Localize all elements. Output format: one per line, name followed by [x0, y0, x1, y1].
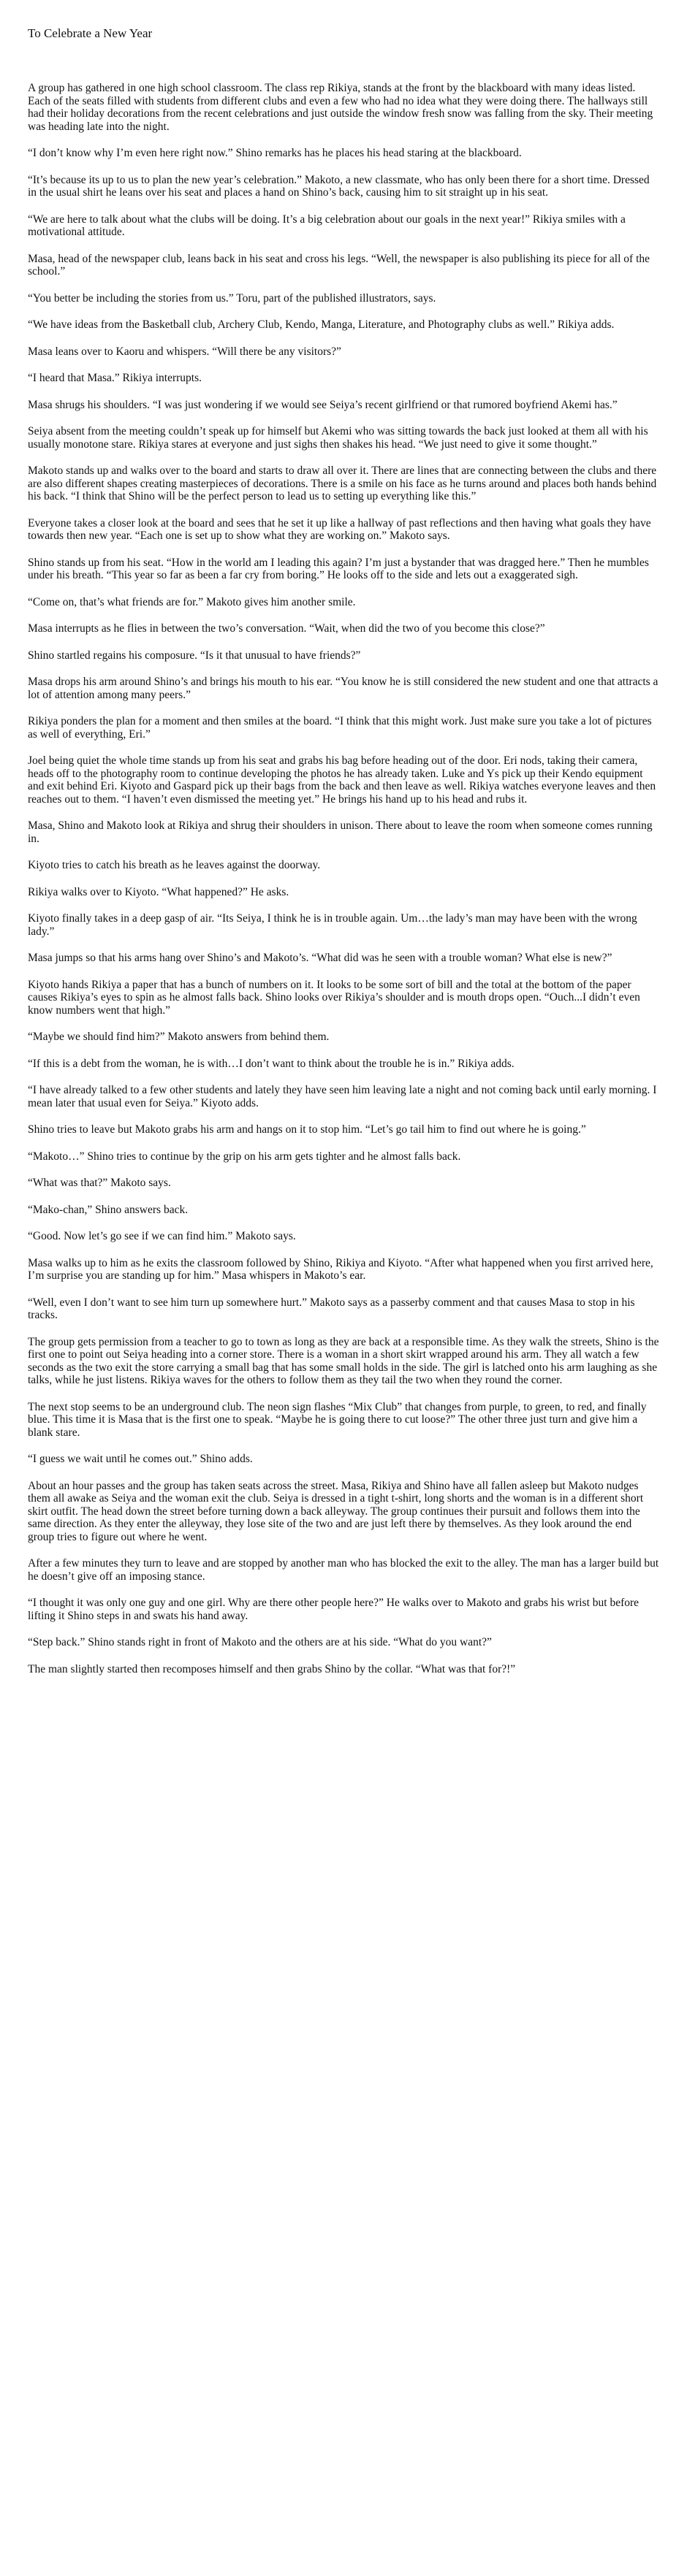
story-paragraph: “I heard that Masa.” Rikiya interrupts.	[28, 372, 202, 384]
story-paragraph: Shino stands up from his seat. “How in the world am I leading this again? I’m just a bystander that was dragged here.” Then he mumbles under his breath. “This year so far as been a far cry from boring.” He looks off to the side and lets out a exaggerated sigh.	[28, 556, 649, 581]
story-paragraph: The group gets permission from a teacher to go to town as long as they are back at a responsible time. As they walk the streets, Shino is the first one to point out Seiya heading into a corner store. There is a woman in a short skirt wrapped around his arm. They all watch a few seconds as the two exit the store carrying a small bag that has some small holds in the side. The girl is latched onto his arm laughing as she talks, while he just listens. Rikiya waves for the others to follow them as they tail the two when they round the corner.	[28, 1335, 659, 1386]
story-paragraph: “Well, even I don’t want to see him turn up somewhere hurt.” Makoto says as a passerby comment and that causes Masa to stop in his tracks.	[28, 1296, 635, 1321]
story-paragraph: “Step back.” Shino stands right in front of Makoto and the others are at his side. “What do you want?”	[28, 1636, 492, 1648]
story-paragraph: The man slightly started then recomposes himself and then grabs Shino by the collar. “What was that for?!”	[28, 1662, 516, 1675]
story-paragraph: “I guess we wait until he comes out.” Shino adds.	[28, 1453, 253, 1465]
story-paragraph: Kiyoto tries to catch his breath as he leaves against the doorway.	[28, 859, 321, 871]
story-paragraph: Masa shrugs his shoulders. “I was just wondering if we would see Seiya’s recent girlfriend or that rumored boyfriend Akemi has.”	[28, 398, 618, 411]
story-paragraph: “I have already talked to a few other students and lately they have seen him leaving late a night and not coming back until early morning. I mean later that usual even for Seiya.” Kiyoto adds.	[28, 1084, 657, 1109]
story-paragraph: Everyone takes a closer look at the board and sees that he set it up like a hallway of past reflections and then having what goals they have towards then new year. “Each one is set up to show what they are working on.” Makoto says.	[28, 516, 651, 542]
story-paragraph: Masa leans over to Kaoru and whispers. “Will there be any visitors?”	[28, 345, 341, 358]
story-paragraph: A group has gathered in one high school classroom. The class rep Rikiya, stands at the front by the blackboard with many ideas listed. Each of the seats filled with students from different clubs and even a few who had no idea what they were doing there. The hallways still had their holiday decorations from the recent celebrations and just outside the window fresh snow was falling from the sky. Their meeting was heading late into the night.	[28, 82, 653, 133]
story-paragraph: Masa jumps so that his arms hang over Shino’s and Makoto’s. “What did was he seen with a trouble woman? What else is new?”	[28, 952, 612, 964]
story-paragraph: “I don’t know why I’m even here right now.” Shino remarks has he places his head staring at the blackboard.	[28, 147, 522, 159]
story-paragraph: Masa drops his arm around Shino’s and brings his mouth to his ear. “You know he is still considered the new student and one that attracts a lot of attention among many peers.”	[28, 676, 658, 701]
story-body	[28, 82, 659, 1675]
story-paragraph: “We are here to talk about what the clubs will be doing. It’s a big celebration about our goals in the next year!” Rikiya smiles with a motivational attitude.	[28, 213, 626, 238]
story-paragraph: “You better be including the stories from us.” Toru, part of the published illustrators, says.	[28, 291, 436, 305]
story-paragraph: “What was that?” Makoto says.	[28, 1177, 171, 1189]
story-paragraph: “Mako-chan,” Shino answers back.	[28, 1203, 189, 1216]
story-paragraph: Rikiya ponders the plan for a moment and then smiles at the board. “I think that this might work. Just make sure you take a lot of pictures as well of everything, Eri.”	[28, 715, 652, 741]
story-paragraph: Shino startled regains his composure. “Is it that unusual to have friends?”	[28, 649, 361, 662]
story-paragraph: Masa, head of the newspaper club, leans back in his seat and cross his legs. “Well, the newspaper is also publishing its piece for all of the school.”	[28, 252, 650, 278]
story-paragraph: Joel being quiet the whole time stands up from his seat and grabs his bag before heading out of the door. Eri nods, taking their camera, heads off to the photography room to continue developing the photos he has already taken. Luke and Ys pick up their Kendo equipment and exit behind Eri. Kiyoto and Gaspard pick up their bags from the back and then leave as well. Rikiya watches everyone leaves and then reaches out to them. “I haven’t even dismissed the meeting yet.” He brings his hand up to his head and rubs it.	[28, 754, 656, 806]
story-paragraph: “If this is a debt from the woman, he is with…I don’t want to think about the trouble he is in.” Rikiya adds.	[28, 1057, 515, 1070]
story-paragraph: Masa walks up to him as he exits the classroom followed by Shino, Rikiya and Kiyoto. “After what happened when you first arrived here, I’m surprise you are standing up for him.” Masa whispers in Makoto’s ear.	[28, 1256, 653, 1282]
story-paragraph: Masa, Shino and Makoto look at Rikiya and shrug their shoulders in unison. There about to leave the room when someone comes running in.	[28, 819, 653, 845]
story-paragraph: “Good. Now let’s go see if we can find him.” Makoto says.	[28, 1230, 296, 1242]
story-paragraph: “Maybe we should find him?” Makoto answers from behind them.	[28, 1031, 330, 1043]
story-paragraph: Kiyoto hands Rikiya a paper that has a bunch of numbers on it. It looks to be some sort of bill and the total at the bottom of the paper causes Rikiya’s eyes to spin as he almost falls back. Shino looks over Rikiya’s shoulder and is mouth drops open. “Ouch...I didn’t even know numbers went that high.”	[28, 978, 640, 1017]
story-paragraph: “I thought it was only one guy and one girl. Why are there other people here?” He walks over to Makoto and grabs his wrist but before lifting it Shino steps in and swats his hand away.	[28, 1597, 639, 1622]
story-paragraph: “It’s because its up to us to plan the new year’s celebration.” Makoto, a new classmate, who has only been there for a short time. Dressed in the usual shirt he leans over his seat and places a hand on Shino’s back, causing him to sit straight up in his seat.	[28, 173, 650, 199]
story-paragraph: About an hour passes and the group has taken seats across the street. Masa, Rikiya and Shino have all fallen asleep but Makoto nudges them all awake as Seiya and the woman exit the club. Seiya is dressed in a tight t-shirt, long shorts and the woman is in a different short skirt outfit. The head down the street before turning down a back alleyway. The group continues their pursuit and follows them into the same direction. As they enter the alleyway, they lose site of the two and are just left there by themselves. As they look around the end group tries to figure out where he went.	[28, 1479, 644, 1543]
story-paragraph: The next stop seems to be an underground club. The neon sign flashes “Mix Club” that changes from purple, to green, to red, and finally blue. This time it is Masa that is the first one to speak. “Maybe he is going there to cut loose?” The other three just turn and give him a blank stare.	[28, 1400, 647, 1439]
story-paragraph: Masa interrupts as he flies in between the two’s conversation. “Wait, when did the two of you become this close?”	[28, 622, 545, 635]
story-paragraph: Rikiya walks over to Kiyoto. “What happened?” He asks.	[28, 885, 289, 898]
story-paragraph: After a few minutes they turn to leave and are stopped by another man who has blocked the exit to the alley. The man has a larger build but he doesn’t give off an imposing stance.	[28, 1557, 659, 1583]
story-paragraph: “We have ideas from the Basketball club, Archery Club, Kendo, Manga, Literature, and Photography clubs as well.” Rikiya adds.	[28, 318, 615, 331]
story-paragraph: “Come on, that’s what friends are for.” Makoto gives him another smile.	[28, 595, 356, 608]
document-title: To Celebrate a New Year	[28, 26, 153, 40]
story-paragraph: Seiya absent from the meeting couldn’t speak up for himself but Akemi who was sitting towards the back just looked at them all with his usually monotone stare. Rikiya stares at everyone and just sighs then shakes his head. “We just need to give it some thought.”	[28, 425, 648, 451]
story-paragraph: “Makoto…” Shino tries to continue by the grip on his arm gets tighter and he almost falls back.	[28, 1150, 461, 1163]
story-paragraph: Kiyoto finally takes in a deep gasp of air. “Its Seiya, I think he is in trouble again. Um…the lady’s man may have been with the wrong lady.”	[28, 912, 637, 938]
story-paragraph: Shino tries to leave but Makoto grabs his arm and hangs on it to stop him. “Let’s go tail him to find out where he is going.”	[28, 1123, 586, 1136]
story-paragraph: Makoto stands up and walks over to the board and starts to draw all over it. There are lines that are connecting between the clubs and there are also different shapes creating masterpieces of decorations. There is a smile on his face as he turns around and places both hands behind his back. “I think that Shino will be the perfect person to lead us to setting up everything like this.”	[28, 465, 657, 502]
